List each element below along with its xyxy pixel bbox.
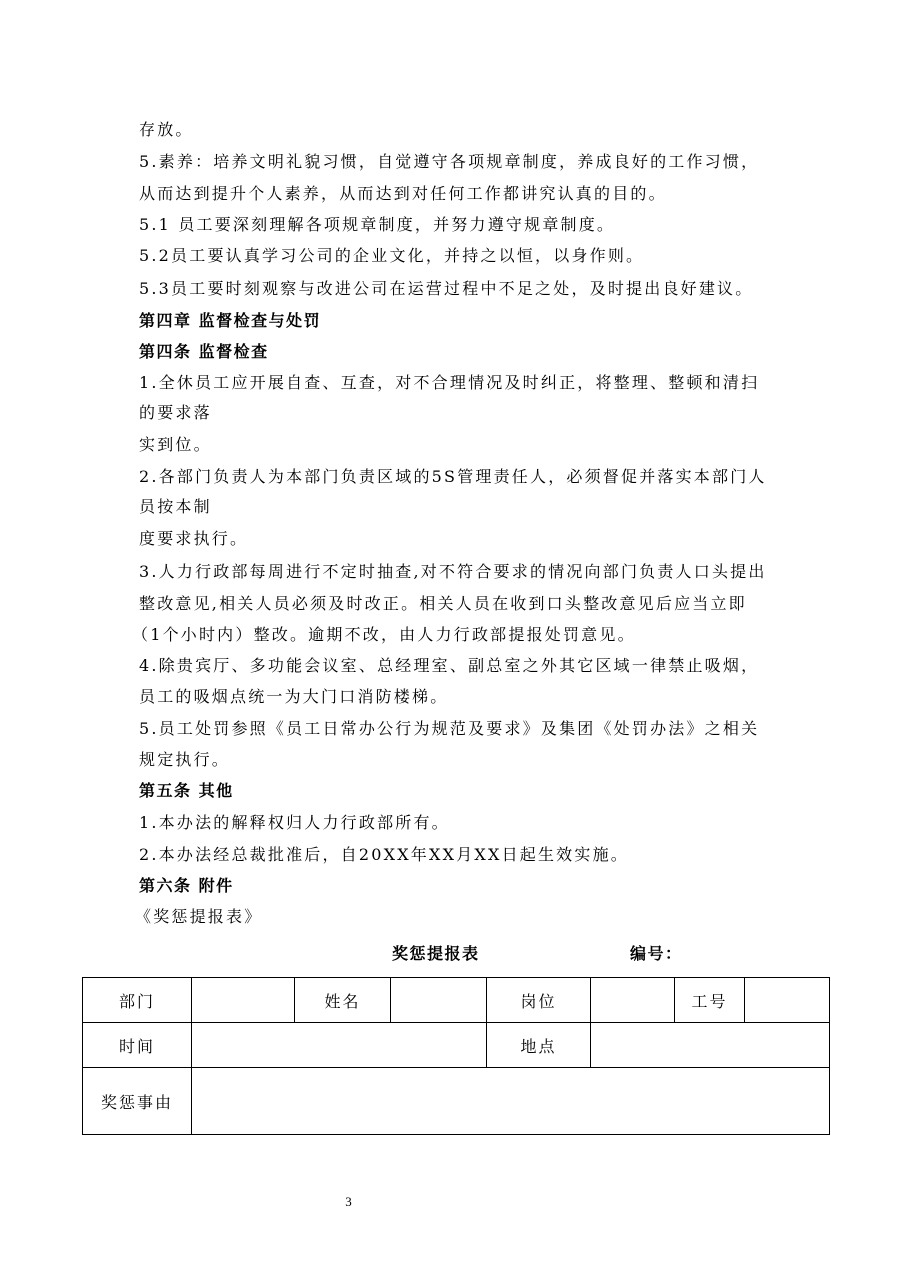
reason-field[interactable]: [192, 1068, 830, 1135]
paragraph-line: 度要求执行。: [139, 529, 249, 548]
article-heading: 第六条 附件: [139, 876, 234, 895]
paragraph-line: 2.各部门负责人为本部门负责区域的5S管理责任人，必须督促并落实本部门人: [139, 467, 767, 486]
paragraph-line: 5.员工处罚参照《员工日常办公行为规范及要求》及集团《处罚办法》之相关: [139, 719, 760, 738]
paragraph-line: 5.3员工要时刻观察与改进公司在运营过程中不足之处，及时提出良好建议。: [139, 279, 754, 298]
paragraph-line: 1.全休员工应开展自查、互查，对不合理情况及时纠正，将整理、整顿和清扫: [139, 373, 760, 392]
paragraph-line: 员工的吸烟点统一为大门口消防楼梯。: [139, 687, 449, 706]
paragraph-line: 4.除贵宾厅、多功能会议室、总经理室、副总室之外其它区域一律禁止吸烟，: [139, 656, 760, 675]
time-label: 时间: [83, 1023, 192, 1068]
page-number: 3: [345, 1194, 352, 1209]
paragraph-line: 从而达到提升个人素养，从而达到对任何工作都讲究认真的目的。: [139, 184, 667, 203]
paragraph-line: 5.1 员工要深刻理解各项规章制度，并努力遵守规章制度。: [139, 215, 616, 234]
name-field[interactable]: [391, 978, 487, 1023]
name-label: 姓名: [295, 978, 391, 1023]
paragraph-line: （1个小时内）整改。逾期不改，由人力行政部提报处罚意见。: [132, 625, 636, 644]
position-label: 岗位: [487, 978, 591, 1023]
form-number-label: 编号：: [630, 944, 683, 963]
article-heading: 第五条 其他: [139, 781, 234, 800]
paragraph-line: 1.本办法的解释权归人力行政部所有。: [139, 813, 450, 832]
location-label: 地点: [487, 1023, 591, 1068]
paragraph-line: 整改意见,相关人员必须及时改正。相关人员在收到口头整改意见后应当立即: [139, 594, 747, 613]
article-heading: 第四条 监督检查: [139, 342, 269, 361]
paragraph-line: 5.2员工要认真学习公司的企业文化，并持之以恒，以身作则。: [139, 246, 645, 265]
location-field[interactable]: [591, 1023, 830, 1068]
paragraph-line: 实到位。: [139, 435, 212, 454]
paragraph-line: 存放。: [139, 120, 194, 139]
reward-punishment-form: [82, 977, 830, 1135]
position-field[interactable]: [591, 978, 675, 1023]
employee-id-label: 工号: [675, 978, 745, 1023]
paragraph-line: 规定执行。: [139, 750, 231, 769]
paragraph-line: 5.素养：培养文明礼貌习惯，自觉遵守各项规章制度，养成良好的工作习惯，: [139, 152, 760, 171]
department-field[interactable]: [192, 978, 295, 1023]
department-label: 部门: [83, 978, 192, 1023]
paragraph-line: 3.人力行政部每周进行不定时抽查,对不符合要求的情况向部门负责人口头提出: [139, 562, 767, 581]
time-field[interactable]: [192, 1023, 487, 1068]
chapter-heading: 第四章 监督检查与处罚: [139, 311, 322, 330]
paragraph-line: 员按本制: [139, 497, 212, 516]
paragraph-line: 的要求落: [139, 403, 212, 422]
employee-id-field[interactable]: [745, 978, 830, 1023]
form-title: 奖惩提报表: [392, 944, 480, 963]
attachment-name: 《奖惩提报表》: [135, 907, 263, 926]
paragraph-line: 2.本办法经总裁批准后，自20XX年XX月XX日起生效实施。: [139, 845, 629, 864]
reason-label: 奖惩事由: [83, 1068, 192, 1135]
